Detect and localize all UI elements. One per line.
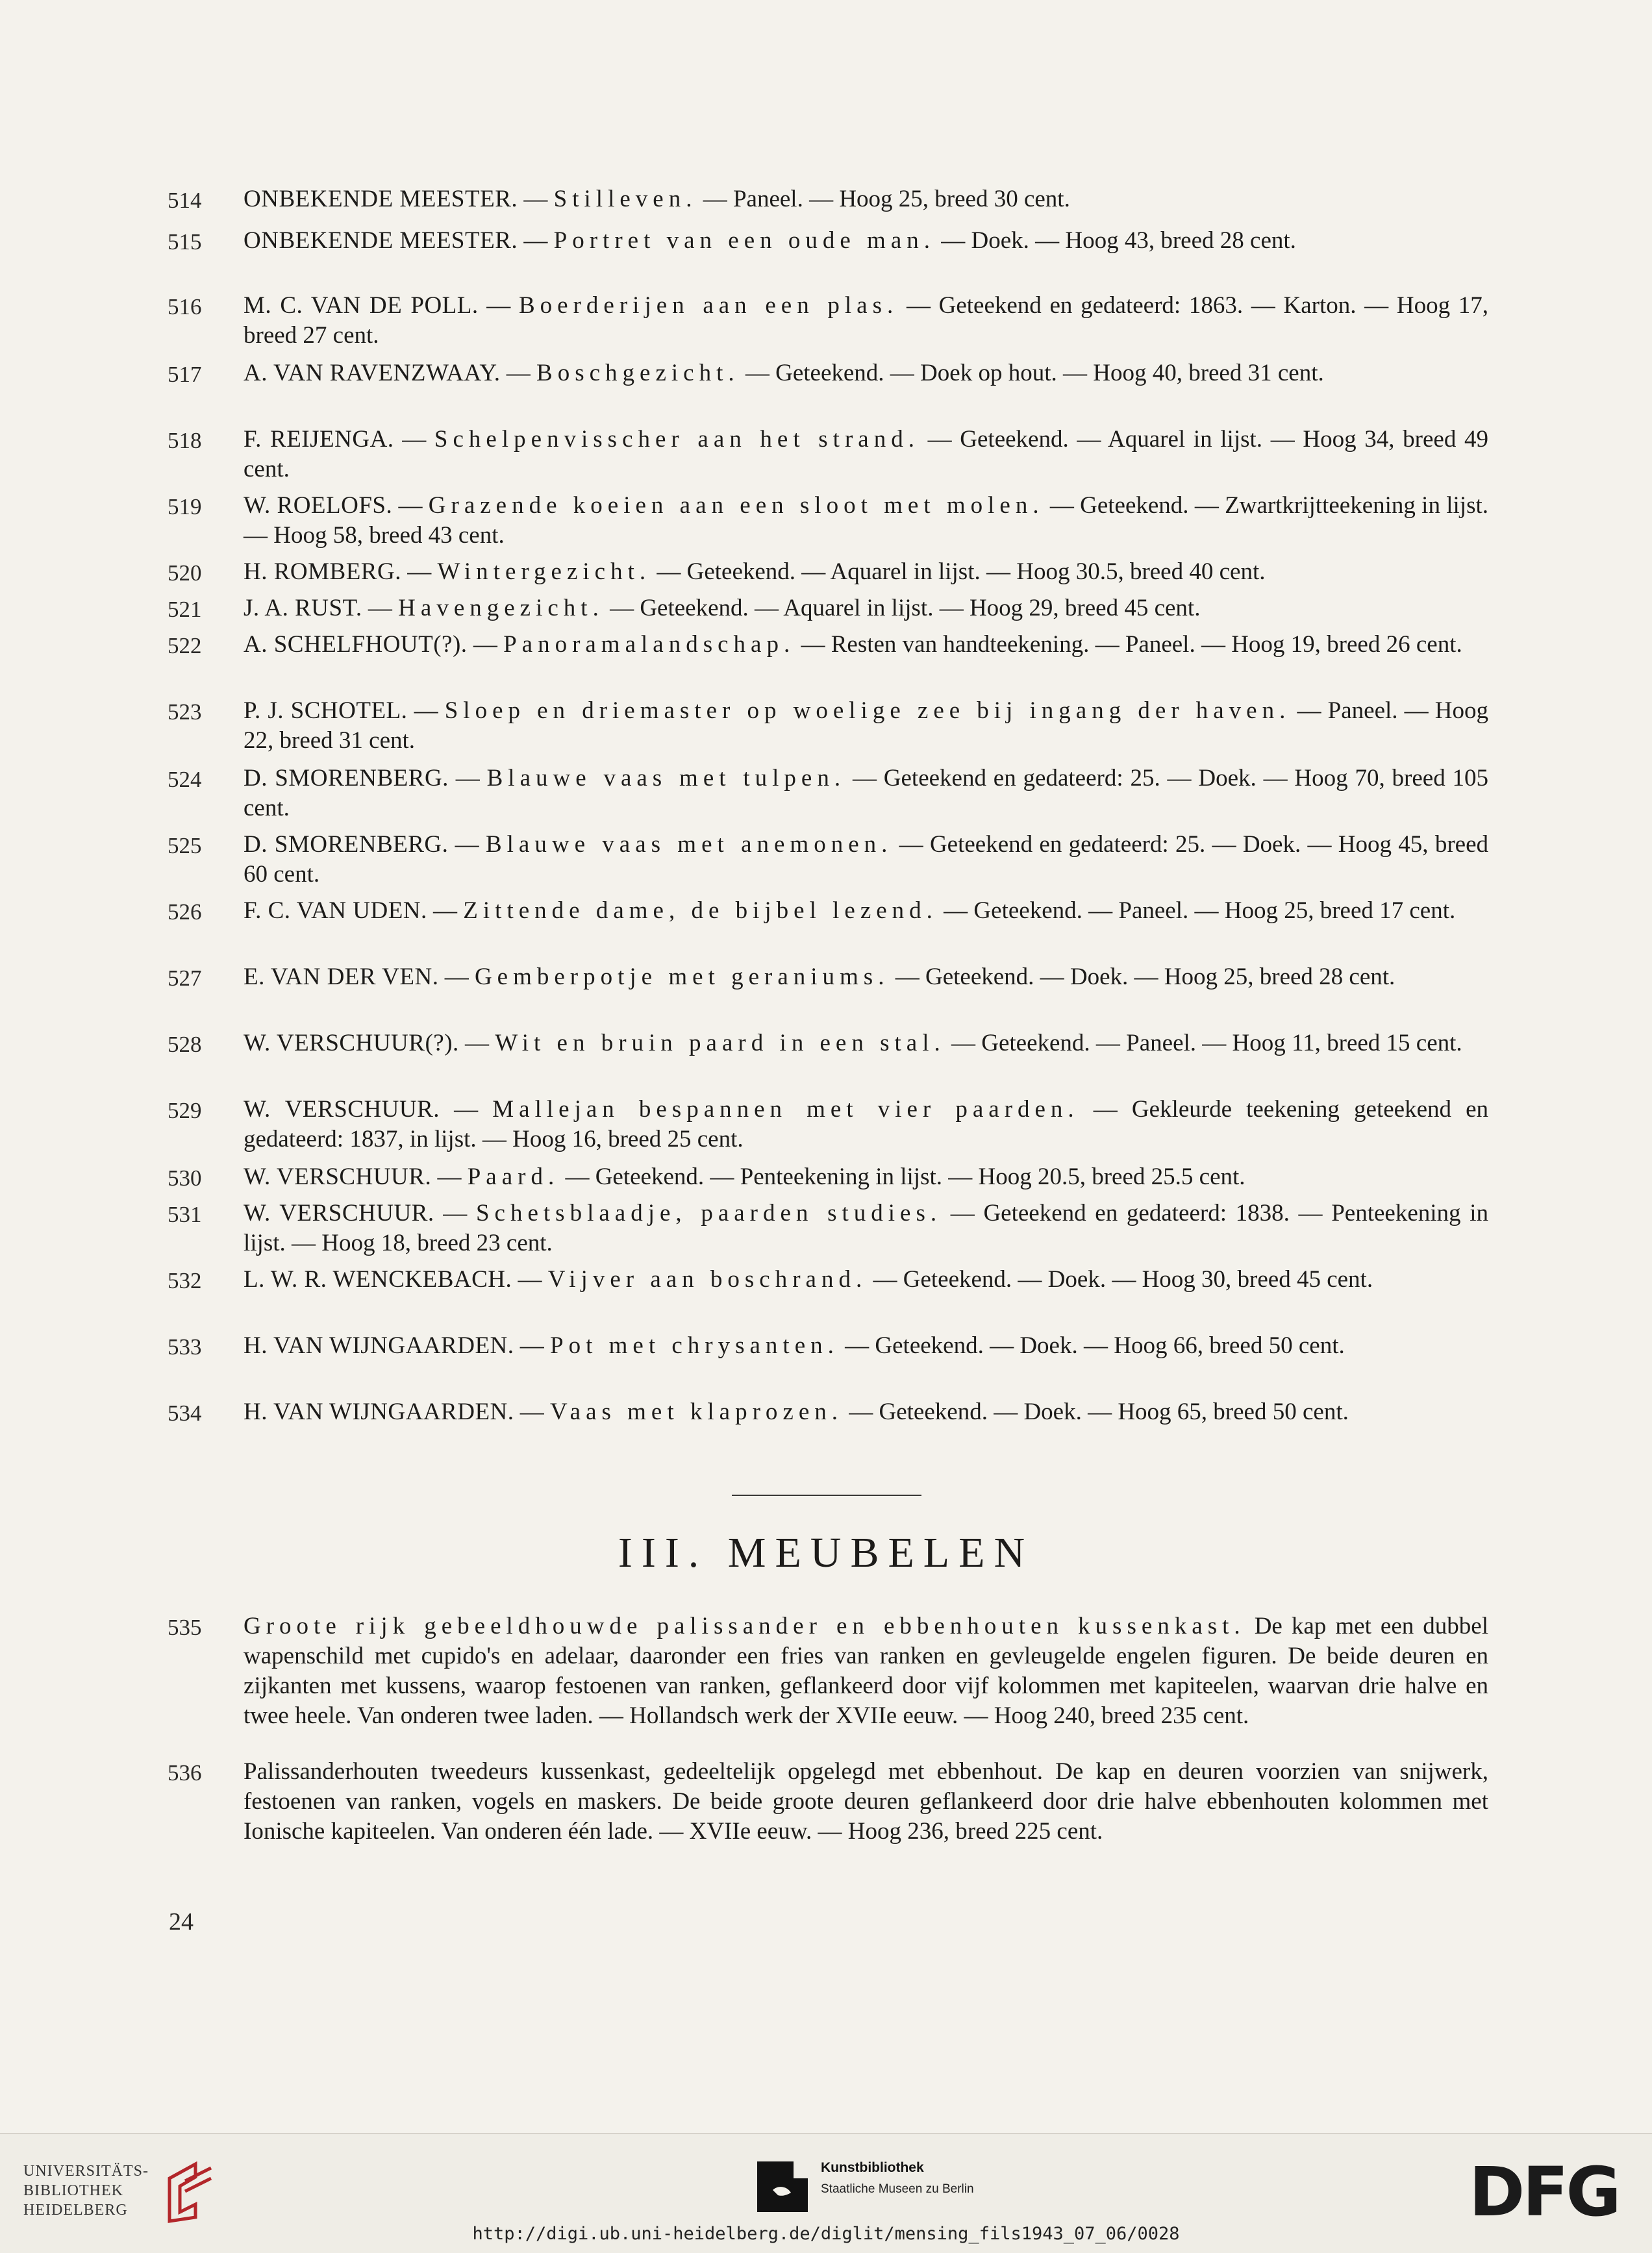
- entry-details: — Doek. — Hoog 43, breed 28 cent.: [941, 227, 1296, 254]
- entry-artist: M. C. VAN DE POLL.: [244, 292, 479, 319]
- entry-number: 521: [168, 597, 202, 622]
- entry-number: 524: [168, 767, 202, 792]
- entry-details: — Geteekend. — Aquarel in lijst. — Hoog 34, breed 49 cent.: [244, 426, 1488, 482]
- entry-details: — Geteekend en gedateerd: 1863. — Karton. — Hoog 17, breed 27 cent.: [244, 292, 1488, 349]
- page-number: 24: [169, 1908, 194, 1936]
- catalog-entry: 531 W. VERSCHUUR. — Schetsblaadje, paarden studies. — Geteekend en gedateerd: 1838. — Penteekening in lijst. — Hoog 18, breed 23 cent.: [168, 1200, 1489, 1256]
- entry-artist: E. VAN DER VEN.: [244, 964, 439, 990]
- entry-details: — Geteekend. — Zwartkrijtteekening in lijst. — Hoog 58, breed 43 cent.: [244, 492, 1488, 549]
- catalog-entry: 520 H. ROMBERG. — Wintergezicht. — Geteekend. — Aquarel in lijst. — Hoog 30.5, breed 40 cent.: [168, 557, 1488, 587]
- entry-artist: D. SMORENBERG.: [244, 765, 449, 791]
- entry-title: Portret van een oude man.: [553, 227, 935, 254]
- entry-title: Schelpenvisscher aan het strand.: [434, 426, 920, 453]
- entry-details: — Resten van handteekening. — Paneel. — Hoog 19, breed 26 cent.: [801, 631, 1462, 658]
- entry-artist: P. J. SCHOTEL.: [244, 697, 408, 724]
- catalog-entry: [168, 1757, 1488, 1847]
- entry-artist: W. VERSCHUUR.: [244, 1164, 432, 1190]
- entry-number: 523: [168, 699, 202, 725]
- entry-artist: ONBEKENDE MEESTER.: [244, 227, 518, 254]
- entry-details: — Geteekend. — Penteekening in lijst. — Hoog 20.5, breed 25.5 cent.: [565, 1164, 1245, 1190]
- catalog-entry: 527 E. VAN DER VEN. — Gemberpotje met geraniums. — Geteekend. — Doek. — Hoog 25, breed 28 cent.: [168, 962, 1488, 992]
- catalog-entry: 530 W. VERSCHUUR. — Paard. — Geteekend. — Penteekening in lijst. — Hoog 20.5, breed 25.5 cent.: [168, 1162, 1488, 1192]
- entry-title: Blauwe vaas met anemonen.: [485, 831, 893, 858]
- entry-number: 525: [168, 833, 202, 858]
- library-subtitle: Staatliche Museen zu Berlin: [821, 2182, 974, 2196]
- entry-details: — Geteekend. — Doek op hout. — Hoog 40, breed 31 cent.: [745, 360, 1324, 386]
- entry-title: Gemberpotje met geraniums.: [474, 964, 890, 990]
- catalog-entry: 528 W. VERSCHUUR(?). — Wit en bruin paard in een stal. — Geteekend. — Paneel. — Hoog 11, breed 15 cent.: [168, 1028, 1488, 1058]
- catalog-entry: 519 W. ROELOFS. — Grazende koeien aan een sloot met molen. — Geteekend. — Zwartkrijtteekening in lijst. — Hoog 58, breed 43 cent.: [168, 492, 1488, 549]
- catalog-entry: 514 ONBEKENDE MEESTER. — Stilleven. — Paneel. — Hoog 25, breed 30 cent.: [168, 184, 1488, 214]
- entry-title: Vijver aan boschrand.: [547, 1266, 868, 1293]
- entry-details: — Geteekend. — Paneel. — Hoog 11, breed 15 cent.: [951, 1030, 1462, 1056]
- entry-title: Vaas met klaprozen.: [550, 1399, 843, 1425]
- university-logo-line: UNIVERSITÄTS-: [23, 2163, 149, 2180]
- entry-number: 531: [168, 1202, 202, 1227]
- entry-details: — Geteekend. — Paneel. — Hoog 25, breed 17 cent.: [944, 897, 1456, 924]
- source-url[interactable]: http://digi.ub.uni-heidelberg.de/diglit/mensing_fils1943_07_06/0028: [472, 2224, 1180, 2244]
- entry-artist: F. C. VAN UDEN.: [244, 897, 427, 924]
- university-emblem-icon: [156, 2159, 215, 2224]
- catalog-entry: 534 H. VAN WIJNGAARDEN. — Vaas met klaprozen. — Geteekend. — Doek. — Hoog 65, breed 50 cent.: [168, 1397, 1488, 1427]
- entry-number: 535: [168, 1615, 202, 1640]
- entry-details: Palissanderhouten tweedeurs kussenkast, gedeeltelijk opgelegd met ebbenhout. De kap en deuren voorzien van snijwerk, festoenen van ranken, vogels en maskers. De beide groote deuren geflankeerd door drie halve ebbenhouten kolommen met Ionische kapiteelen. Van onderen één lade. — XVIIe eeuw. — Hoog 236, breed 225 cent.: [244, 1758, 1488, 1845]
- entry-number: 520: [168, 560, 202, 586]
- kunstbibliothek-logo[interactable]: [755, 2154, 1053, 2225]
- catalog-entry: 526 F. C. VAN UDEN. — Zittende dame, de bijbel lezend. — Geteekend. — Paneel. — Hoog 25, breed 17 cent.: [168, 896, 1488, 926]
- entry-number: 536: [168, 1760, 202, 1786]
- entry-number: 515: [168, 229, 202, 255]
- entry-number: 514: [168, 188, 202, 213]
- entry-title: Zittende dame, de bijbel lezend.: [463, 897, 938, 924]
- entry-number: 522: [168, 633, 202, 658]
- entry-artist: F. REIJENGA.: [244, 426, 394, 453]
- entry-number: 530: [168, 1165, 202, 1191]
- entry-details: De kap met een dubbel wapenschild met cupido's en adelaar, daaronder een fries van ranken en gevleugelde engelen figuren. De beide deuren en zijkanten met kussens, waarop festoenen van ranken, geflankeerd door vijf kolommen met kapiteelen, waarvan drie halve en twee heele. Van onderen twee laden. — Hollandsch werk der XVIIe eeuw. — Hoog 240, breed 235 cent.: [244, 1613, 1488, 1729]
- entry-artist: D. SMORENBERG.: [244, 831, 449, 858]
- entry-details: — Geteekend. — Doek. — Hoog 66, breed 50 cent.: [845, 1332, 1345, 1359]
- entry-number: 532: [168, 1268, 202, 1293]
- entry-details: — Geteekend. — Doek. — Hoog 30, breed 45 cent.: [873, 1266, 1373, 1293]
- entry-number: 517: [168, 362, 202, 387]
- entry-title: Havengezicht.: [398, 595, 604, 621]
- entry-number: 527: [168, 965, 202, 991]
- entry-details: — Paneel. — Hoog 25, breed 30 cent.: [703, 186, 1070, 212]
- entry-artist: W. VERSCHUUR.: [244, 1200, 434, 1226]
- entry-number: 518: [168, 428, 202, 453]
- university-logo-line: HEIDELBERG: [23, 2202, 128, 2219]
- footer-bar: [0, 2133, 1652, 2253]
- entry-artist: W. ROELOFS.: [244, 492, 393, 519]
- eagle-emblem-icon: [755, 2159, 810, 2215]
- entry-title: Panoramalandschap.: [503, 631, 795, 658]
- entry-details: — Paneel. — Hoog 22, breed 31 cent.: [244, 697, 1489, 754]
- entry-title: Grazende koeien aan een sloot met molen.: [428, 492, 1044, 519]
- entry-title: Groote rijk gebeeldhouwde palissander en ebbenhouten kussenkast.: [244, 1613, 1245, 1639]
- entry-artist: H. VAN WIJNGAARDEN.: [244, 1399, 514, 1425]
- catalog-entry: 524 D. SMORENBERG. — Blauwe vaas met tulpen. — Geteekend en gedateerd: 25. — Doek. — Hoog 70, breed 105 cent.: [168, 765, 1489, 821]
- catalog-entry: 521 J. A. RUST. — Havengezicht. — Geteekend. — Aquarel in lijst. — Hoog 29, breed 45 cent.: [168, 593, 1488, 623]
- university-logo-line: BIBLIOTHEK: [23, 2182, 123, 2199]
- section-divider: [732, 1495, 921, 1496]
- catalog-entry: 523 P. J. SCHOTEL. — Sloep en driemaster op woelige zee bij ingang der haven. — Paneel. — Hoog 22, breed 31 cent.: [168, 697, 1489, 754]
- catalog-entry: 516 M. C. VAN DE POLL. — Boerderijen aan een plas. — Geteekend en gedateerd: 1863. — Karton. — Hoog 17, breed 27 cent.: [168, 292, 1488, 349]
- entry-details: — Geteekend. — Aquarel in lijst. — Hoog 29, breed 45 cent.: [610, 595, 1201, 621]
- entry-details: — Geteekend en gedateerd: 25. — Doek. — Hoog 70, breed 105 cent.: [244, 765, 1489, 821]
- entry-number: 529: [168, 1098, 202, 1123]
- entry-number: 533: [168, 1334, 202, 1360]
- catalog-entry: 522 A. SCHELFHOUT(?). — Panoramalandschap. — Resten van handteekening. — Paneel. — Hoog 19, breed 26 cent.: [168, 630, 1488, 660]
- entry-artist: H. ROMBERG.: [244, 558, 401, 585]
- university-library-logo[interactable]: [23, 2159, 238, 2224]
- section-heading: III. MEUBELEN: [618, 1529, 1034, 1576]
- entry-title: Wintergezicht.: [437, 558, 651, 585]
- entry-title: Mallejan bespannen met vier paarden.: [492, 1096, 1079, 1123]
- entry-number: 526: [168, 899, 202, 925]
- entry-details: — Geteekend en gedateerd: 25. — Doek. — Hoog 45, breed 60 cent.: [244, 831, 1489, 888]
- entry-title: Stilleven.: [553, 186, 697, 212]
- entry-number: 516: [168, 294, 202, 319]
- entry-artist: J. A. RUST.: [244, 595, 362, 621]
- entry-artist: A. SCHELFHOUT(?).: [244, 631, 468, 658]
- entry-number: 534: [168, 1400, 202, 1426]
- entry-artist: W. VERSCHUUR(?).: [244, 1030, 459, 1056]
- catalog-entry: 529 W. VERSCHUUR. — Mallejan bespannen met vier paarden. — Gekleurde teekening geteekend en gedateerd: 1837, in lijst. — Hoog 16, breed 25 cent.: [168, 1096, 1489, 1152]
- entry-title: Boschgezicht.: [536, 360, 740, 386]
- entry-title: Blauwe vaas met tulpen.: [486, 765, 846, 791]
- entry-title: Paard.: [467, 1164, 560, 1190]
- entry-title: Schetsblaadje, paarden studies.: [475, 1200, 942, 1226]
- entry-title: Wit en bruin paard in een stal.: [495, 1030, 945, 1056]
- catalog-entry: 525 D. SMORENBERG. — Blauwe vaas met anemonen. — Geteekend en gedateerd: 25. — Doek. — Hoog 45, breed 60 cent.: [168, 831, 1489, 888]
- entry-details: — Geteekend en gedateerd: 1838. — Penteekening in lijst. — Hoog 18, breed 23 cent.: [244, 1200, 1489, 1256]
- catalog-entry: 517 A. VAN RAVENZWAAY. — Boschgezicht. — Geteekend. — Doek op hout. — Hoog 40, breed 31 cent.: [168, 358, 1488, 388]
- entry-details: — Geteekend. — Aquarel in lijst. — Hoog 30.5, breed 40 cent.: [657, 558, 1266, 585]
- catalog-entry: 533 H. VAN WIJNGAARDEN. — Pot met chrysanten. — Geteekend. — Doek. — Hoog 66, breed 50 cent.: [168, 1331, 1488, 1361]
- entry-artist: A. VAN RAVENZWAAY.: [244, 360, 501, 386]
- entry-details: — Geteekend. — Doek. — Hoog 25, breed 28 cent.: [895, 964, 1395, 990]
- catalog-entry: 515 ONBEKENDE MEESTER. — Portret van een oude man. — Doek. — Hoog 43, breed 28 cent.: [168, 226, 1488, 256]
- catalog-entry: 532 L. W. R. WENCKEBACH. — Vijver aan boschrand. — Geteekend. — Doek. — Hoog 30, breed 45 cent.: [168, 1265, 1488, 1295]
- entry-number: 519: [168, 494, 202, 519]
- entry-number: 528: [168, 1032, 202, 1057]
- entry-artist: H. VAN WIJNGAARDEN.: [244, 1332, 514, 1359]
- catalog-entry: 518 F. REIJENGA. — Schelpenvisscher aan het strand. — Geteekend. — Aquarel in lijst. — Hoog 34, breed 49 cent.: [168, 426, 1488, 482]
- entry-title: Pot met chrysanten.: [550, 1332, 839, 1359]
- library-name: Kunstbibliothek: [821, 2160, 924, 2175]
- entry-details: — Geteekend. — Doek. — Hoog 65, breed 50 cent.: [849, 1399, 1349, 1425]
- catalog-entry: [168, 1612, 1488, 1731]
- entry-title: Sloep en driemaster op woelige zee bij ingang der haven.: [444, 697, 1291, 724]
- entry-title: Boerderijen aan een plas.: [519, 292, 899, 319]
- dfg-logo[interactable]: DFG: [1469, 2152, 1619, 2232]
- entry-artist: W. VERSCHUUR.: [244, 1096, 440, 1123]
- entry-artist: ONBEKENDE MEESTER.: [244, 186, 518, 212]
- entry-artist: L. W. R. WENCKEBACH.: [244, 1266, 512, 1293]
- entry-details: — Gekleurde teekening geteekend en gedateerd: 1837, in lijst. — Hoog 16, breed 25 cent.: [244, 1096, 1489, 1152]
